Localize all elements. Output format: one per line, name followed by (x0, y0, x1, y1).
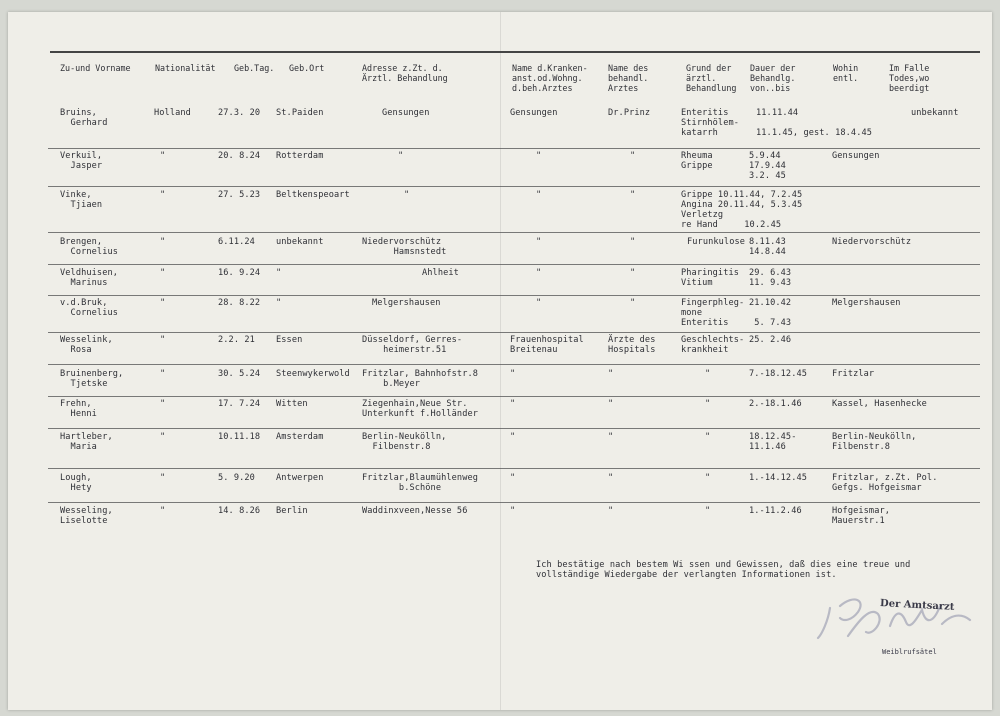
cell-gebort: Amsterdam (276, 432, 324, 442)
header-nationality: Nationalität (155, 63, 216, 73)
cell-gebort: unbekannt (276, 237, 324, 247)
cell-arzt: " (630, 151, 636, 161)
cell-kranken: " (510, 506, 516, 516)
cell-gebtag: 20. 8.24 (218, 151, 261, 161)
cell-name: Wesseling, Liselotte (60, 506, 113, 526)
cell-nat: Holland (154, 108, 191, 118)
cell-nat: " (160, 432, 166, 442)
cell-grund: " (705, 399, 711, 409)
cell-adresse: Düsseldorf, Gerres- heimerstr.51 (362, 335, 463, 355)
cell-kranken: " (510, 369, 516, 379)
cell-arzt: " (608, 506, 614, 516)
row-divider (48, 232, 980, 233)
cell-dauer: 21.10.42 5. 7.43 (749, 298, 792, 328)
cell-gebort: Berlin (276, 506, 308, 516)
cell-gebort: " (276, 268, 282, 278)
stamp-subtitle: Weiblrufsätel (882, 648, 937, 656)
cell-gebtag: 27.3. 20 (218, 108, 261, 118)
cell-nat: " (160, 369, 166, 379)
cell-adresse: Ziegenhain,Neue Str. Unterkunft f.Holländer (362, 399, 479, 419)
cell-gebort: Essen (276, 335, 303, 345)
header-doctor: Name des behandl. Arztes (608, 63, 649, 93)
cell-adresse: Fritzlar,Blaumühlenweg b.Schöne (362, 473, 479, 493)
cell-wohin: Melgershausen (832, 298, 901, 308)
cell-dauer: 1.-11.2.46 (749, 506, 802, 516)
cell-adresse: Berlin-Neukölln, Filbenstr.8 (362, 432, 447, 452)
cell-grund: Furunkulose (687, 237, 746, 247)
cell-gebort: Antwerpen (276, 473, 324, 483)
cell-wohin: Hofgeismar, Mauerstr.1 (832, 506, 891, 526)
cell-nat: " (160, 237, 166, 247)
cell-tod: unbekannt (911, 108, 959, 118)
row-divider (48, 364, 980, 365)
cell-grund: " (705, 473, 711, 483)
cell-dauer: 7.-18.12.45 (749, 369, 808, 379)
cell-wohin: Fritzlar (832, 369, 875, 379)
cell-dauer: 25. 2.46 (749, 335, 792, 345)
cell-gebtag: 14. 8.26 (218, 506, 261, 516)
cell-name: Frehn, Henni (60, 399, 97, 419)
cell-grund: Fingerphleg- mone Enteritis (681, 298, 745, 328)
cell-adresse: Gensungen (382, 108, 430, 118)
cell-kranken: " (510, 432, 516, 442)
cell-gebtag: 10.11.18 (218, 432, 261, 442)
cell-nat: " (160, 506, 166, 516)
cell-arzt: Dr.Prinz (608, 108, 651, 118)
cell-name: Lough, Hety (60, 473, 92, 493)
cell-dauer: 18.12.45- 11.1.46 (749, 432, 797, 452)
cell-arzt: " (630, 190, 636, 200)
cell-grund: " (705, 506, 711, 516)
signature (810, 586, 980, 656)
cell-dauer: 2.-18.1.46 (749, 399, 802, 409)
row-divider (48, 502, 980, 503)
cell-wohin: Kassel, Hasenhecke (832, 399, 927, 409)
cell-gebort: " (276, 298, 282, 308)
cell-name: Bruins, Gerhard (60, 108, 108, 128)
cell-kranken: " (536, 268, 542, 278)
cell-gebort: Beltkenspeoart (276, 190, 350, 200)
cell-nat: " (160, 298, 166, 308)
cell-gebtag: 16. 9.24 (218, 268, 261, 278)
row-divider (48, 295, 980, 296)
cell-dauer: 5.9.44 17.9.44 3.2. 45 (749, 151, 786, 181)
cell-gebort: Rotterdam (276, 151, 324, 161)
cell-kranken: " (536, 298, 542, 308)
cell-arzt: " (608, 473, 614, 483)
cell-grund: Pharingitis Vitium (681, 268, 740, 288)
header-address: Adresse z.Zt. d. Ärztl. Behandlung (362, 63, 448, 83)
cell-grund: Enteritis Stirnhölem- katarrh (681, 108, 740, 138)
cell-arzt: " (630, 237, 636, 247)
cell-adresse: Ahlheit (422, 268, 459, 278)
header-rule (50, 51, 980, 53)
cell-gebort: St.Paiden (276, 108, 324, 118)
cell-arzt: " (608, 399, 614, 409)
cell-wohin: Gensungen (832, 151, 880, 161)
cell-nat: " (160, 335, 166, 345)
cell-adresse: " (398, 151, 404, 161)
header-discharged-to: Wohin entl. (833, 63, 859, 83)
cell-kranken: " (510, 399, 516, 409)
header-name: Zu-und Vorname (60, 63, 131, 73)
cell-kranken: " (510, 473, 516, 483)
cell-name: Hartleber, Maria (60, 432, 113, 452)
cell-arzt: " (608, 432, 614, 442)
cell-grund: Grippe 10.11.44, 7.2.45 Angina 20.11.44, 5.3.45 Verletzg re Hand 10.2.45 (681, 190, 803, 230)
cell-nat: " (160, 190, 166, 200)
cell-kranken: " (536, 237, 542, 247)
cell-gebtag: 2.2. 21 (218, 335, 255, 345)
cell-gebtag: 28. 8.22 (218, 298, 261, 308)
row-divider (48, 186, 980, 187)
cell-name: Wesselink, Rosa (60, 335, 113, 355)
header-hospital: Name d.Kranken- anst.od.Wohng. d.beh.Arztes (512, 63, 588, 93)
cell-grund: Rheuma Grippe (681, 151, 713, 171)
page-fold (500, 12, 501, 710)
header-birth-place: Geb.Ort (289, 63, 325, 73)
row-divider (48, 396, 980, 397)
cell-nat: " (160, 151, 166, 161)
cell-gebtag: 5. 9.20 (218, 473, 255, 483)
cell-dauer: 1.-14.12.45 (749, 473, 808, 483)
cell-kranken: Gensungen (510, 108, 558, 118)
certification-text: Ich bestätige nach bestem Wi ssen und Gewissen, daß dies eine treue und vollständige Wiedergabe der verlangten Informationen ist. (536, 560, 911, 580)
cell-name: v.d.Bruk, Cornelius (60, 298, 119, 318)
cell-adresse: Waddinxveen,Nesse 56 (362, 506, 468, 516)
cell-wohin: Fritzlar, z.Zt. Pol. Gefgs. Hofgeismar (832, 473, 938, 493)
header-reason: Grund der ärztl. Behandlung (686, 63, 737, 93)
cell-wohin: Niedervorschütz (832, 237, 912, 247)
cell-dauer: 8.11.43 14.8.44 (749, 237, 786, 257)
cell-name: Brengen, Cornelius (60, 237, 119, 257)
row-divider (48, 332, 980, 333)
cell-nat: " (160, 268, 166, 278)
cell-name: Veldhuisen, Marinus (60, 268, 119, 288)
row-divider (48, 468, 980, 469)
cell-grund: " (705, 369, 711, 379)
cell-adresse: Niedervorschütz Hamsnstedt (362, 237, 447, 257)
cell-adresse: Melgershausen (372, 298, 441, 308)
cell-wohin: Berlin-Neukölln, Filbenstr.8 (832, 432, 917, 452)
cell-nat: " (160, 473, 166, 483)
cell-nat: " (160, 399, 166, 409)
cell-adresse: Fritzlar, Bahnhofstr.8 b.Meyer (362, 369, 479, 389)
header-burial: Im Falle Todes,wo beerdigt (889, 63, 930, 93)
cell-gebtag: 17. 7.24 (218, 399, 261, 409)
row-divider (48, 148, 980, 149)
cell-name: Bruinenberg, Tjetske (60, 369, 124, 389)
cell-name: Vinke, Tjiaen (60, 190, 103, 210)
cell-name: Verkuil, Jasper (60, 151, 103, 171)
cell-grund: Geschlechts- krankheit (681, 335, 745, 355)
header-birth-date: Geb.Tag. (234, 63, 275, 73)
official-stamp: Der Amtsarzt (879, 598, 955, 613)
cell-dauer: 11.11.44 11.1.45, gest. 18.4.45 (756, 108, 873, 138)
cell-kranken: Frauenhospital Breitenau (510, 335, 584, 355)
cell-adresse: " (404, 190, 410, 200)
cell-gebtag: 27. 5.23 (218, 190, 261, 200)
cell-gebort: Steenwykerwold (276, 369, 350, 379)
cell-gebtag: 6.11.24 (218, 237, 255, 247)
row-divider (48, 264, 980, 265)
header-duration: Dauer der Behandlg. von..bis (750, 63, 796, 93)
cell-gebtag: 30. 5.24 (218, 369, 261, 379)
cell-arzt: " (608, 369, 614, 379)
cell-arzt: Ärzte des Hospitals (608, 335, 656, 355)
cell-arzt: " (630, 268, 636, 278)
cell-dauer: 29. 6.43 11. 9.43 (749, 268, 792, 288)
cell-arzt: " (630, 298, 636, 308)
cell-kranken: " (536, 190, 542, 200)
cell-kranken: " (536, 151, 542, 161)
cell-grund: " (705, 432, 711, 442)
row-divider (48, 428, 980, 429)
cell-gebort: Witten (276, 399, 308, 409)
